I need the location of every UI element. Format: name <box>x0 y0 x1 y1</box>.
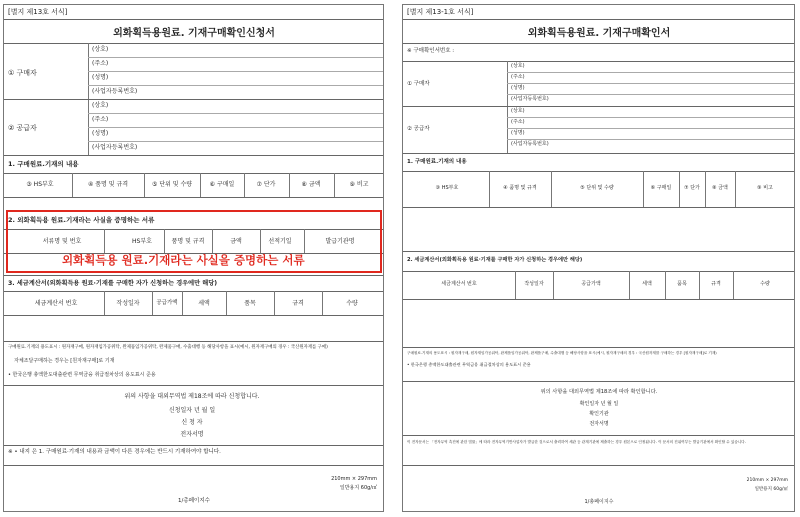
divider <box>403 299 794 300</box>
page-footer: 1/총페이지수 <box>584 499 614 505</box>
supplier-name-field: (성명) <box>511 130 525 136</box>
buyer-regno-field: (사업자등록번호) <box>92 88 138 95</box>
col-spec: 규격 <box>711 281 721 287</box>
supplier-company-field: (상호) <box>92 102 109 109</box>
paper-size: 210mm × 297mm <box>331 476 377 482</box>
divider <box>507 128 794 129</box>
col-amount: ⑧ 금액 <box>712 185 728 191</box>
divider <box>489 171 490 207</box>
buyer-regno-field: (사업자등록번호) <box>511 96 549 102</box>
divider <box>507 72 794 73</box>
col-remarks: ⑨ 비고 <box>349 181 369 188</box>
divider <box>733 271 734 299</box>
section2-title: 2. 외화획득용 원료.기재라는 사실을 증명하는 서류 <box>8 216 155 224</box>
col-quantity: 수량 <box>760 281 770 287</box>
cert-number-label: ※ 구매확인서번호 : <box>407 48 455 54</box>
divider <box>274 291 275 315</box>
col-doc-name-number: 서류명 및 번호 <box>42 238 82 245</box>
divider <box>4 385 383 386</box>
supplier-company-field: (상호) <box>511 108 525 114</box>
e-signature: 전자서명 <box>180 431 204 438</box>
divider <box>88 127 383 128</box>
col-issuer: 발급기관명 <box>325 238 355 245</box>
col-invoice-number: 세금계산서 번호 <box>441 281 477 287</box>
divider <box>403 465 794 466</box>
divider <box>4 315 383 316</box>
divider <box>403 347 794 348</box>
col-item-spec: ④ 품명 및 규격 <box>503 185 537 191</box>
confirmation-date: 확인일자 년 월 일 <box>579 401 619 407</box>
divider <box>88 71 383 72</box>
supplier-label: ② 공급자 <box>8 124 37 132</box>
divider <box>88 141 383 142</box>
col-item: 품목 <box>677 281 687 287</box>
divider <box>403 19 794 20</box>
divider <box>403 153 794 154</box>
divider <box>104 291 105 315</box>
divider <box>403 61 794 62</box>
usage-note: 구매원료.기재의 용도표시 : 원자재구매, 원자재임가공위탁, 완제품임가공위탁, 완제품구매, 수출대행 등 해당사항을 표시(예시, 원자재구매의 경우 : 국산원자재를 구매) <box>8 345 328 350</box>
divider <box>507 94 794 95</box>
col-remarks: ⑨ 비고 <box>757 185 773 191</box>
divider <box>705 171 706 207</box>
divider <box>4 197 383 198</box>
divider <box>244 173 245 197</box>
divider <box>403 271 794 272</box>
divider <box>403 435 794 436</box>
application-date: 신청일자 년 월 일 <box>168 407 216 414</box>
divider <box>4 341 383 342</box>
section1-title: 1. 구매원료.기재의 내용 <box>8 160 79 168</box>
buyer-address-field: (주소) <box>92 60 109 67</box>
buyer-label: ① 구매자 <box>8 69 37 77</box>
buyer-address-field: (주소) <box>511 74 525 80</box>
buyer-name-field: (성명) <box>511 85 525 91</box>
divider <box>4 275 383 276</box>
page-footer: 1/총페이지수 <box>178 498 210 504</box>
supplier-address-field: (주소) <box>92 116 109 123</box>
divider <box>88 85 383 86</box>
paper-size: 210mm × 297mm <box>746 478 788 483</box>
bok-note: • 한국은행 총액한도대출관련 무역금융 취급절차상의 용도표시 준용 <box>407 362 531 367</box>
divider <box>200 173 201 197</box>
footnote: ※ • 내지 은 1. 구매원료·기재의 내용과 금액이 다른 경우에는 반드시 기재하여야 합니다. <box>8 449 221 455</box>
divider <box>679 171 680 207</box>
divider <box>4 291 383 292</box>
col-amount: 금액 <box>230 238 242 245</box>
divider <box>226 291 227 315</box>
divider <box>4 43 383 44</box>
supplier-label: ② 공급자 <box>407 126 430 132</box>
col-item-spec: 품명 및 규격 <box>171 238 205 245</box>
col-purchase-date: ⑥ 구매일 <box>209 181 235 188</box>
divider <box>4 19 383 20</box>
col-unit-qty: ⑤ 단위 및 수량 <box>580 185 614 191</box>
buyer-company-field: (상호) <box>92 46 109 53</box>
section2-title: 2. 세금계산서(외화획득용 원료·기재를 구매한 자가 신청하는 경우에만 해당) <box>407 257 583 263</box>
col-spec: 규격 <box>292 300 304 307</box>
divider <box>403 106 794 107</box>
divider <box>403 43 794 44</box>
divider <box>334 173 335 197</box>
col-hs-code: HS부호 <box>132 238 152 245</box>
divider <box>88 57 383 58</box>
col-item: 품목 <box>244 300 256 307</box>
divider <box>699 271 700 299</box>
col-unit-price: ⑦ 단가 <box>684 185 700 191</box>
col-unit-price: ⑦ 단가 <box>256 181 276 188</box>
col-hs-code: ③ HS부호 <box>435 185 459 191</box>
divider <box>152 291 153 315</box>
col-issue-date: 작성일자 <box>524 281 544 287</box>
paper-type: 일반용지 60g/㎡ <box>754 487 788 492</box>
divider <box>4 173 383 174</box>
footnote: 이 전자문서는 「전자무역 촉진에 관한 법률」에 따라 전자무역기반사업자가 발급한 것으로서 출력하여 세관 등 관계기관에 제출하는 경우 원본으로 인정됩니다. 이 문서의 진위여부는 발급기관에서 확인할 수 있습니다. <box>407 440 746 444</box>
col-issue-date: 작성일자 <box>116 300 140 307</box>
divider <box>88 113 383 114</box>
col-supply-value: 공급가액 <box>581 281 601 287</box>
divider <box>72 173 73 197</box>
col-item-spec: ④ 품명 및 규격 <box>87 181 129 188</box>
divider <box>4 445 383 446</box>
e-signature: 전자서명 <box>589 421 609 427</box>
form-number: [별지 제13호 서식] <box>8 8 68 16</box>
form-title: 외화획득용원료. 기재구매확인서 <box>527 28 671 39</box>
application-form <box>3 4 384 512</box>
col-supply-value: 공급가액 <box>156 300 178 306</box>
col-unit-qty: ⑤ 단위 및 수량 <box>151 181 193 188</box>
divider <box>403 251 794 252</box>
col-amount: ⑧ 금액 <box>301 181 321 188</box>
divider <box>322 291 323 315</box>
confirming-agency: 확인기관 <box>589 411 609 417</box>
col-hs-code: ③ HS부호 <box>26 181 54 188</box>
col-purchase-date: ⑥ 구매일 <box>650 185 672 191</box>
divider <box>735 171 736 207</box>
divider <box>289 173 290 197</box>
col-shipping-date: 선적기일 <box>268 238 292 245</box>
declaration: 위의 사항을 대외무역법 제18조에 따라 신청합니다. <box>124 393 260 400</box>
supplier-address-field: (주소) <box>511 119 525 125</box>
supplier-regno-field: (사업자등록번호) <box>511 141 549 147</box>
divider <box>629 271 630 299</box>
divider <box>515 271 516 299</box>
annotation-text: 외화획득용 원료.기재라는 사실을 증명하는 서류 <box>62 253 305 267</box>
supplier-regno-field: (사업자등록번호) <box>92 144 138 151</box>
col-invoice-number: 세금계산서 번호 <box>34 300 78 307</box>
divider <box>4 155 383 156</box>
col-tax: 세액 <box>642 281 652 287</box>
col-tax: 세액 <box>198 300 210 307</box>
certificate-form <box>402 4 795 512</box>
buyer-company-field: (상호) <box>511 63 525 69</box>
col-quantity: 수량 <box>346 300 358 307</box>
section3-title: 3. 세금계산서(외화획득용 원료·기재를 구매한 자가 신청하는 경우에만 해당) <box>8 280 218 287</box>
divider <box>4 99 383 100</box>
divider <box>507 139 794 140</box>
bok-note: • 한국은행 총액한도대출관련 무역금융 취급절차상의 용도표시 준용 <box>8 372 156 378</box>
divider <box>507 83 794 84</box>
divider <box>182 291 183 315</box>
buyer-label: ① 구매자 <box>407 81 430 87</box>
divider <box>551 171 552 207</box>
form-title: 외화획득용원료. 기재구매확인신청서 <box>113 28 275 39</box>
paper-type: 일반용지 60g/㎡ <box>339 485 377 491</box>
divider <box>643 171 644 207</box>
self-supply-note: 자체조달구매하는 경우는 [원자재구매]로 기재 <box>14 358 115 364</box>
form-number: [별지 제13-1호 서식] <box>407 8 474 16</box>
declaration: 위의 사항을 대외무역법 제18조에 따라 확인합니다. <box>540 389 658 395</box>
buyer-name-field: (성명) <box>92 74 109 81</box>
applicant: 신 청 자 <box>181 419 203 426</box>
divider <box>665 271 666 299</box>
divider <box>553 271 554 299</box>
divider <box>4 465 383 466</box>
section1-title: 1. 구매원료.기재의 내용 <box>407 159 467 165</box>
divider <box>403 207 794 208</box>
divider <box>507 117 794 118</box>
supplier-name-field: (성명) <box>92 130 109 137</box>
divider <box>144 173 145 197</box>
usage-note: 구매원료.기재의 용도표시 : 원자재구매, 원자재임가공위탁, 완제품임가공위탁, 완제품구매, 수출대행 등 해당사항을 표시(예시, 원자재구매의 경우 : 국산원자재를 구매하는 경우 [원자재구매]로 기재) <box>407 351 717 355</box>
divider <box>403 381 794 382</box>
